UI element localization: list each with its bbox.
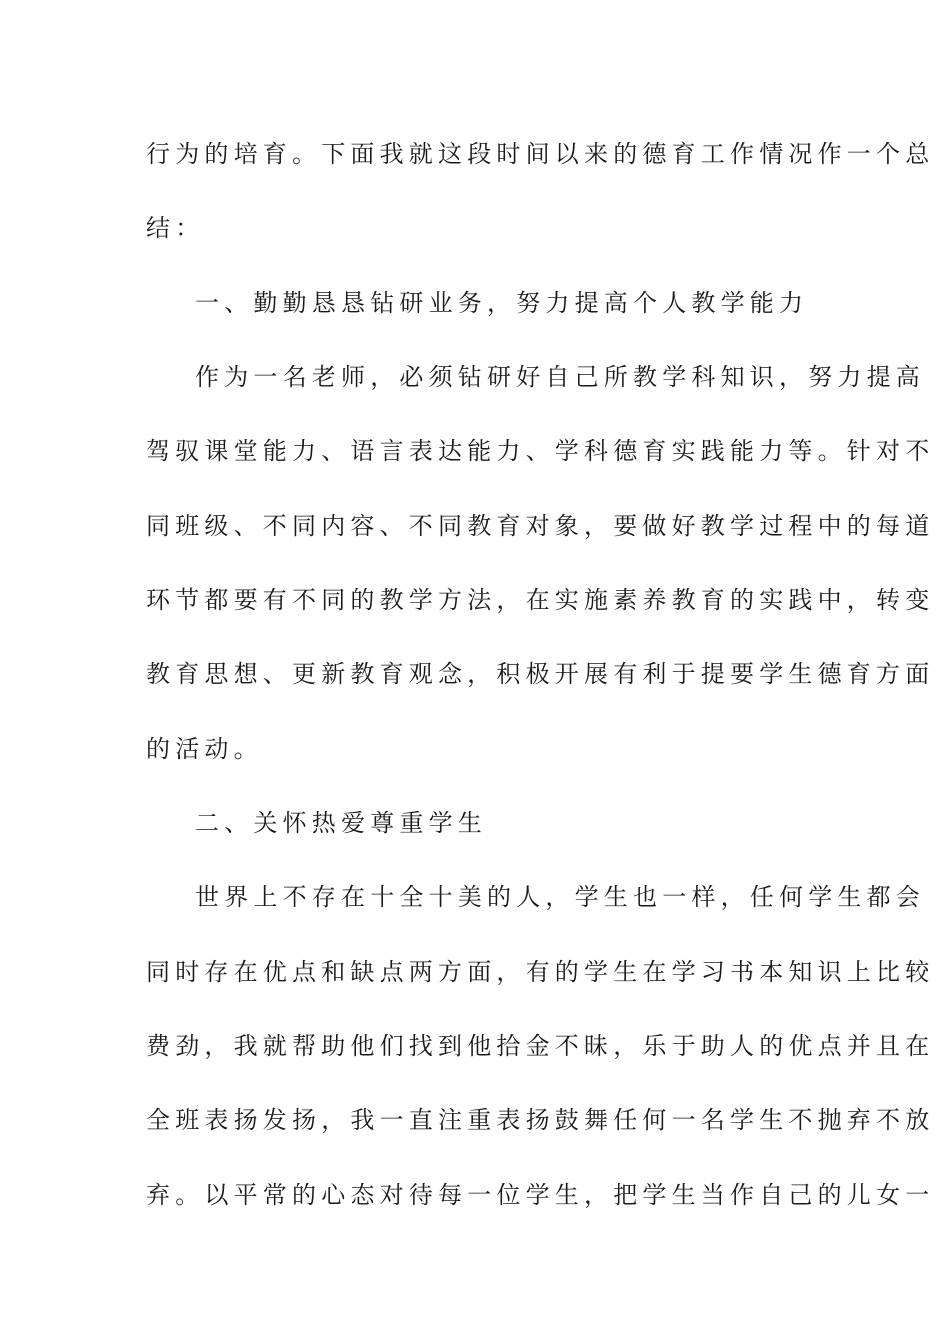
paragraph-line: 的活动。 xyxy=(146,735,263,763)
paragraph-line: 全班表扬发扬，我一直注重表扬鼓舞任何一名学生不抛弃不放 xyxy=(146,1106,935,1134)
paragraph-line: 结： xyxy=(146,214,205,242)
paragraph-line: 教育思想、更新教育观念，积极开展有利于提要学生德育方面 xyxy=(146,660,935,688)
paragraph-line: 世界上不存在十全十美的人，学生也一样，任何学生都会 xyxy=(195,883,925,911)
paragraph-line: 作为一名老师，必须钻研好自己所教学科知识，努力提高 xyxy=(195,363,925,391)
paragraph-line: 驾驭课堂能力、语言表达能力、学科德育实践能力等。针对不 xyxy=(146,437,935,465)
paragraph-line: 环节都要有不同的教学方法，在实施素养教育的实践中，转变 xyxy=(146,586,935,614)
section-heading: 二、关怀热爱尊重学生 xyxy=(195,809,487,837)
section-heading: 一、勤勤恳恳钻研业务，努力提高个人教学能力 xyxy=(195,289,809,317)
paragraph-line: 弃。以平常的心态对待每一位学生，把学生当作自己的儿女一 xyxy=(146,1181,935,1209)
paragraph-line: 同时存在优点和缺点两方面，有的学生在学习书本知识上比较 xyxy=(146,958,935,986)
paragraph-line: 同班级、不同内容、不同教育对象，要做好教学过程中的每道 xyxy=(146,512,935,540)
paragraph-line: 费劲，我就帮助他们找到他拾金不昧，乐于助人的优点并且在 xyxy=(146,1032,935,1060)
paragraph-line: 行为的培育。下面我就这段时间以来的德育工作情况作一个总 xyxy=(146,140,935,168)
